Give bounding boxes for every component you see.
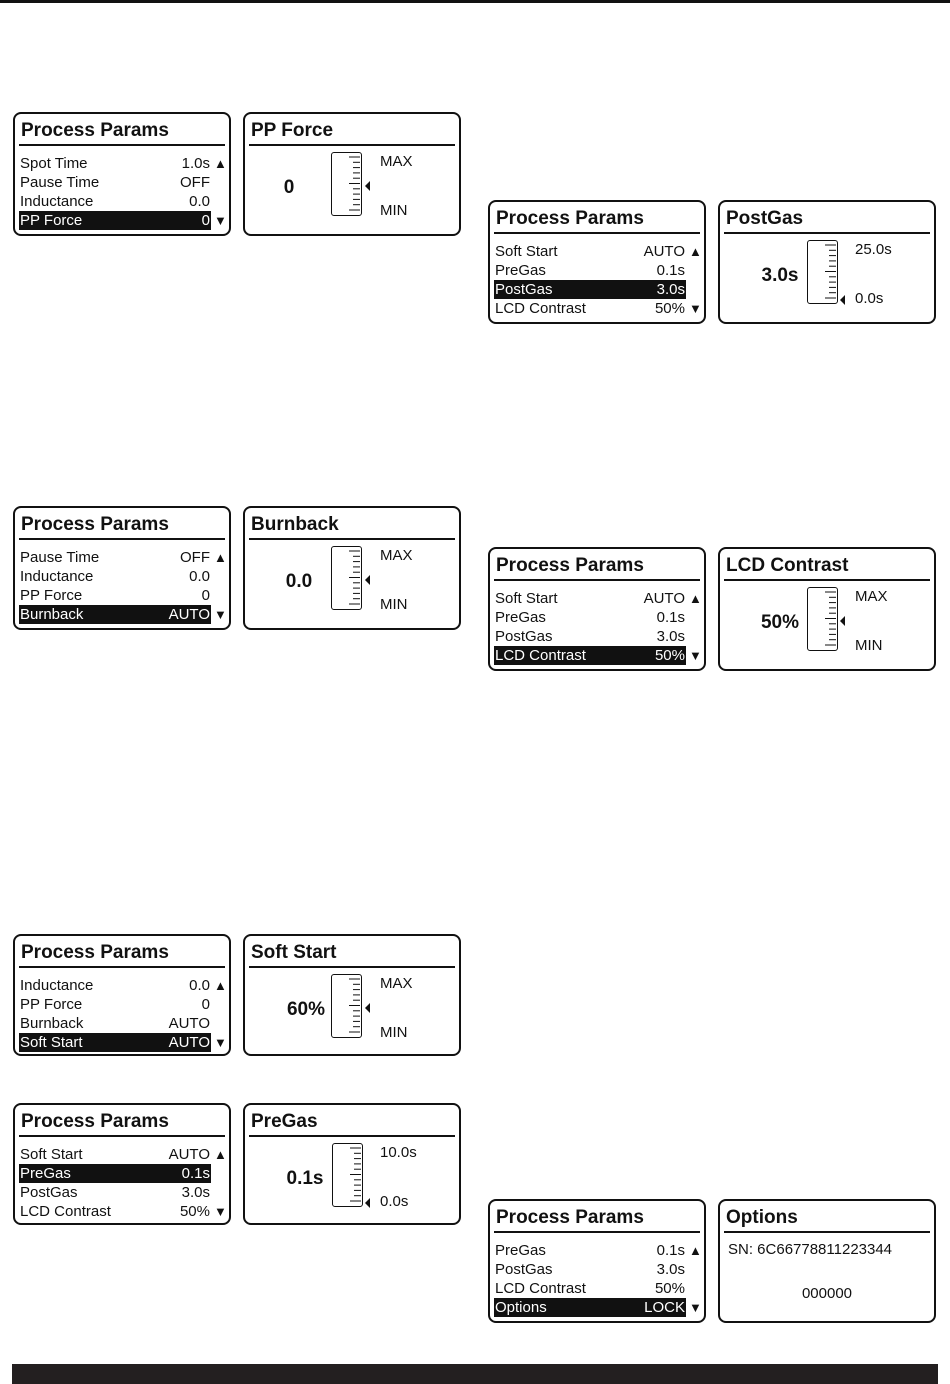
gauge-min-label: 0.0s <box>380 1193 409 1210</box>
menu-screen-soft-start <box>13 934 231 1056</box>
menu-list <box>19 154 225 230</box>
menu-row-label: Burnback <box>20 1015 84 1032</box>
menu-row-value: 50% <box>654 647 685 664</box>
menu-screen-pregas <box>13 1103 231 1225</box>
gauge-pointer-icon <box>365 1003 370 1013</box>
menu-row-value: OFF <box>180 174 210 191</box>
menu-row[interactable] <box>494 1241 686 1260</box>
scroll-down-icon[interactable]: ▼ <box>214 607 227 622</box>
menu-row[interactable] <box>19 211 211 230</box>
menu-row-value: AUTO <box>168 1146 210 1163</box>
detail-screen-postgas <box>718 200 936 324</box>
menu-row-label: PP Force <box>20 212 83 229</box>
scroll-down-icon[interactable]: ▼ <box>689 1300 702 1315</box>
menu-row[interactable] <box>19 605 211 624</box>
menu-row-value: 0.1s <box>181 1165 210 1182</box>
current-value: 50% <box>760 612 800 633</box>
menu-row-value: 0 <box>201 587 210 604</box>
detail-title: PreGas <box>249 1109 455 1137</box>
menu-row-label: PreGas <box>495 609 546 626</box>
menu-row-label: PostGas <box>495 628 553 645</box>
menu-row-value: 0.0 <box>189 568 210 585</box>
menu-title: Process Params <box>19 1109 225 1137</box>
top-rule <box>0 0 950 3</box>
menu-row[interactable] <box>494 608 686 627</box>
gauge-max-label: 10.0s <box>380 1144 417 1161</box>
menu-list <box>494 242 700 318</box>
menu-row-label: Spot Time <box>20 155 88 172</box>
detail-screen-lcd-contrast <box>718 547 936 671</box>
scroll-down-icon[interactable]: ▼ <box>214 1035 227 1050</box>
menu-screen-postgas <box>488 200 706 324</box>
menu-row-label: Inductance <box>20 568 94 585</box>
menu-row-label: LCD Contrast <box>495 300 586 317</box>
menu-row[interactable] <box>494 1298 686 1317</box>
menu-row-value: 0.0 <box>189 977 210 994</box>
menu-row-label: LCD Contrast <box>495 647 586 664</box>
scroll-up-icon[interactable]: ▲ <box>689 244 702 259</box>
menu-title: Process Params <box>19 940 225 968</box>
gauge-max-label: 25.0s <box>855 241 892 258</box>
detail-screen-soft-start <box>243 934 461 1056</box>
level-gauge <box>331 152 362 216</box>
gauge-scale <box>332 547 360 608</box>
current-value: 3.0s <box>761 265 799 286</box>
menu-screen-pp-force <box>13 112 231 236</box>
menu-row-label: Soft Start <box>20 1146 83 1163</box>
menu-list <box>19 1145 225 1221</box>
gauge-max-label: MAX <box>855 588 888 605</box>
menu-screen-options <box>488 1199 706 1323</box>
current-value: 60% <box>286 999 326 1020</box>
menu-row-value: 0.0 <box>189 193 210 210</box>
serial-number: SN: 6C66778811223344 <box>728 1241 893 1258</box>
level-gauge <box>332 1143 363 1207</box>
menu-row[interactable] <box>19 1014 211 1033</box>
gauge-pointer-icon <box>365 181 370 191</box>
menu-row-label: Soft Start <box>495 590 558 607</box>
menu-row-value: 0.1s <box>656 262 685 279</box>
menu-row[interactable] <box>494 589 686 608</box>
menu-row[interactable] <box>494 646 686 665</box>
menu-row-label: Pause Time <box>20 174 100 191</box>
detail-title: Soft Start <box>249 940 455 968</box>
unlock-code: 000000 <box>801 1285 853 1302</box>
detail-screen-burnback <box>243 506 461 630</box>
menu-row-value: AUTO <box>168 1034 210 1051</box>
menu-row-value: 0 <box>201 996 210 1013</box>
menu-row-label: Pause Time <box>20 549 100 566</box>
detail-screen-pregas <box>243 1103 461 1225</box>
menu-row-value: 0 <box>201 212 210 229</box>
menu-row-value: 50% <box>179 1203 210 1220</box>
menu-row-label: PostGas <box>495 281 553 298</box>
gauge-scale <box>332 153 360 214</box>
menu-row-label: PP Force <box>20 587 83 604</box>
menu-list <box>494 1241 700 1317</box>
menu-row-value: 3.0s <box>181 1184 210 1201</box>
menu-row-label: Soft Start <box>20 1034 83 1051</box>
scroll-up-icon[interactable]: ▲ <box>214 978 227 993</box>
menu-list <box>494 589 700 665</box>
menu-screen-lcd-contrast <box>488 547 706 671</box>
menu-row[interactable] <box>19 154 211 173</box>
current-value: 0.1s <box>286 1168 324 1189</box>
menu-row-label: PostGas <box>495 1261 553 1278</box>
menu-row-label: Options <box>495 1299 547 1316</box>
gauge-max-label: MAX <box>380 153 413 170</box>
gauge-min-label: MIN <box>855 637 883 654</box>
gauge-pointer-icon <box>365 1198 370 1208</box>
menu-list <box>19 976 225 1052</box>
menu-row-label: Inductance <box>20 977 94 994</box>
scroll-down-icon[interactable]: ▼ <box>214 213 227 228</box>
scroll-up-icon[interactable]: ▲ <box>689 1243 702 1258</box>
menu-row-label: Soft Start <box>495 243 558 260</box>
level-gauge <box>807 240 838 304</box>
menu-row-value: 50% <box>654 1280 685 1297</box>
menu-title: Process Params <box>494 1205 700 1233</box>
current-value: 0.0 <box>285 571 313 592</box>
gauge-min-label: MIN <box>380 596 408 613</box>
menu-row-value: 3.0s <box>656 628 685 645</box>
detail-title: PostGas <box>724 206 930 234</box>
scroll-down-icon[interactable]: ▼ <box>689 301 702 316</box>
menu-row[interactable] <box>494 242 686 261</box>
detail-title: PP Force <box>249 118 455 146</box>
options-title: Options <box>724 1205 930 1233</box>
current-value: 0 <box>283 177 295 198</box>
gauge-scale <box>333 1144 361 1205</box>
menu-row[interactable] <box>19 1202 211 1221</box>
menu-title: Process Params <box>494 553 700 581</box>
gauge-max-label: MAX <box>380 975 413 992</box>
menu-row[interactable] <box>19 1033 211 1052</box>
menu-list <box>19 548 225 624</box>
level-gauge <box>331 974 362 1038</box>
level-gauge <box>807 587 838 651</box>
gauge-scale <box>808 241 836 302</box>
menu-row-value: OFF <box>180 549 210 566</box>
gauge-min-label: MIN <box>380 1024 408 1041</box>
detail-screen-pp-force <box>243 112 461 236</box>
menu-row[interactable] <box>19 567 211 586</box>
footer-bar <box>12 1364 938 1384</box>
menu-title: Process Params <box>19 512 225 540</box>
gauge-pointer-icon <box>840 295 845 305</box>
menu-row[interactable] <box>494 1260 686 1279</box>
menu-row-label: Inductance <box>20 193 94 210</box>
menu-row-value: 0.1s <box>656 1242 685 1259</box>
menu-row-value: 3.0s <box>656 281 685 298</box>
menu-row[interactable] <box>494 280 686 299</box>
menu-title: Process Params <box>19 118 225 146</box>
options-screen <box>718 1199 936 1323</box>
menu-row[interactable] <box>494 299 686 318</box>
menu-row[interactable] <box>19 976 211 995</box>
menu-row-value: AUTO <box>168 1015 210 1032</box>
menu-row-value: 1.0s <box>181 155 210 172</box>
gauge-pointer-icon <box>365 575 370 585</box>
scroll-up-icon[interactable]: ▲ <box>214 1147 227 1162</box>
menu-row[interactable] <box>19 192 211 211</box>
gauge-max-label: MAX <box>380 547 413 564</box>
gauge-scale <box>808 588 836 649</box>
menu-row[interactable] <box>494 261 686 280</box>
scroll-up-icon[interactable]: ▲ <box>689 591 702 606</box>
level-gauge <box>331 546 362 610</box>
menu-row-value: 50% <box>654 300 685 317</box>
menu-row[interactable] <box>19 1164 211 1183</box>
menu-title: Process Params <box>494 206 700 234</box>
menu-row-label: Burnback <box>20 606 84 623</box>
menu-row[interactable] <box>19 173 211 192</box>
menu-row-label: PP Force <box>20 996 83 1013</box>
gauge-scale <box>332 975 360 1036</box>
menu-row[interactable] <box>19 1145 211 1164</box>
scroll-up-icon[interactable]: ▲ <box>214 156 227 171</box>
gauge-pointer-icon <box>840 616 845 626</box>
menu-row-label: PreGas <box>20 1165 71 1182</box>
menu-row-label: PostGas <box>20 1184 78 1201</box>
menu-row-label: PreGas <box>495 1242 546 1259</box>
menu-row-value: AUTO <box>168 606 210 623</box>
menu-row[interactable] <box>494 1279 686 1298</box>
menu-row-value: 0.1s <box>656 609 685 626</box>
menu-row[interactable] <box>19 1183 211 1202</box>
menu-row-value: 3.0s <box>656 1261 685 1278</box>
menu-row-label: LCD Contrast <box>495 1280 586 1297</box>
gauge-min-label: 0.0s <box>855 290 884 307</box>
menu-row-value: AUTO <box>643 243 685 260</box>
detail-title: Burnback <box>249 512 455 540</box>
scroll-down-icon[interactable]: ▼ <box>214 1204 227 1219</box>
menu-screen-burnback <box>13 506 231 630</box>
menu-row[interactable] <box>19 548 211 567</box>
menu-row[interactable] <box>19 995 211 1014</box>
menu-row-value: LOCK <box>644 1299 685 1316</box>
menu-row-label: LCD Contrast <box>20 1203 111 1220</box>
menu-row-label: PreGas <box>495 262 546 279</box>
menu-row[interactable] <box>19 586 211 605</box>
scroll-down-icon[interactable]: ▼ <box>689 648 702 663</box>
menu-row[interactable] <box>494 627 686 646</box>
menu-row-value: AUTO <box>643 590 685 607</box>
gauge-min-label: MIN <box>380 202 408 219</box>
detail-title: LCD Contrast <box>724 553 930 581</box>
scroll-up-icon[interactable]: ▲ <box>214 550 227 565</box>
